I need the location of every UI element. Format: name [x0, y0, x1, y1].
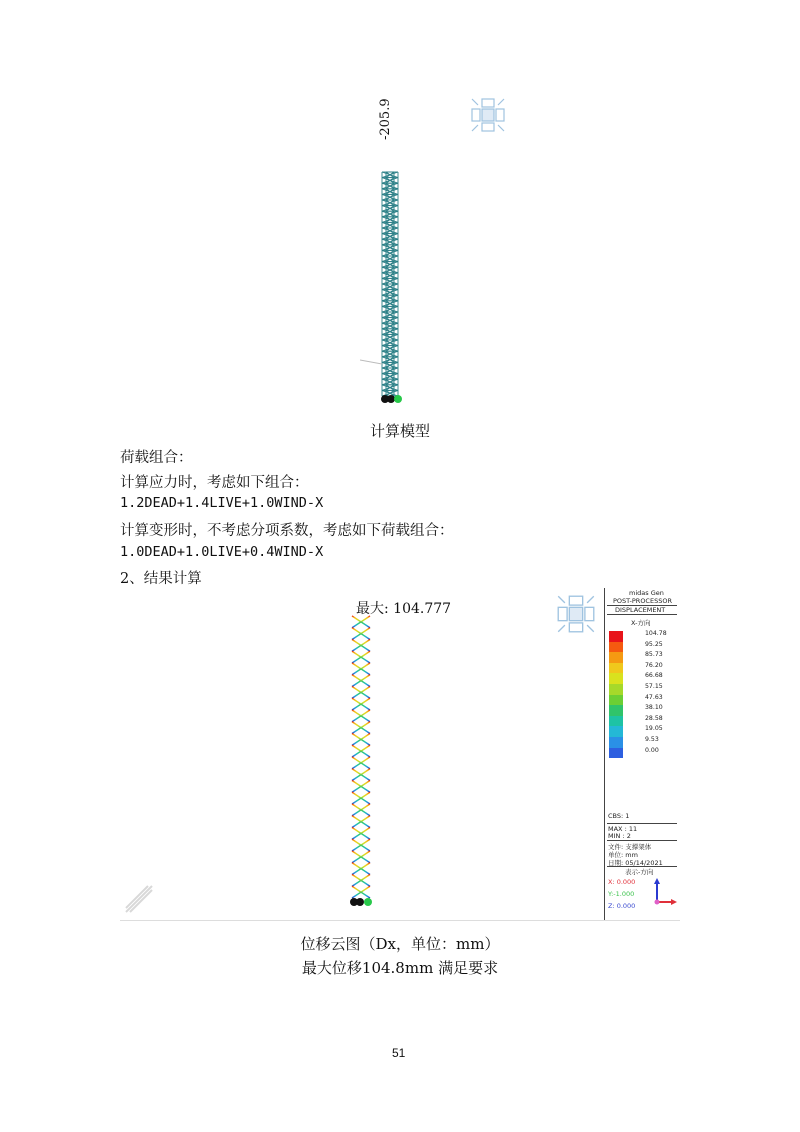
legend-x: X: 0.000	[608, 878, 636, 886]
page-number: 51	[392, 1046, 406, 1060]
stress-combination-formula: 1.2DEAD+1.4LIVE+1.0WIND-X	[120, 495, 324, 511]
legend-file: 文件: 支撑架体	[608, 843, 652, 851]
legend-swatch	[609, 684, 623, 695]
legend-direction: X-方向	[631, 619, 651, 627]
legend-swatch	[609, 663, 623, 674]
legend-value: 19.05	[645, 725, 663, 733]
figure2-caption-1: 位移云图（Dx，单位：mm）	[300, 935, 500, 953]
legend-y: Y:-1.000	[608, 890, 635, 898]
legend-view-direction: 表示-方向	[625, 868, 654, 876]
stress-combination-intro: 计算应力时，考虑如下组合：	[120, 475, 309, 491]
legend-swatch	[609, 652, 623, 663]
legend-swatch	[609, 726, 623, 737]
legend-swatch	[609, 748, 623, 759]
legend-scale	[605, 631, 679, 771]
legend-cbs: CBS: 1	[608, 812, 630, 820]
tower-contour	[346, 614, 376, 908]
legend-brand: midas Gen	[629, 589, 664, 597]
top-value-label: -205.9	[378, 98, 393, 140]
legend-swatch	[609, 631, 623, 642]
legend-max: MAX : 11	[608, 825, 638, 833]
legend-date: 日期: 05/14/2021	[608, 859, 663, 867]
legend-value: 28.58	[645, 714, 663, 722]
legend-value: 38.10	[645, 704, 663, 712]
view-cube-icon	[470, 97, 506, 133]
legend-swatch	[609, 642, 623, 653]
legend-z: Z: 0.000	[608, 902, 636, 910]
legend-swatch	[609, 737, 623, 748]
tower-wireframe	[360, 170, 420, 410]
legend-swatch	[609, 673, 623, 684]
figure1-caption: 计算模型	[369, 422, 430, 440]
view-cube-icon	[556, 594, 596, 634]
legend-value: 85.73	[645, 651, 663, 659]
legend-value: 104.78	[645, 630, 667, 637]
legend-swatch	[609, 695, 623, 706]
load-combination-heading: 荷载组合：	[120, 450, 193, 466]
results-section-heading: 2、结果计算	[120, 571, 202, 587]
legend-value: 57.15	[645, 683, 663, 690]
legend-min: MIN : 2	[608, 832, 631, 840]
figure2-caption-2: 最大位移104.8mm 满足要求	[301, 959, 499, 977]
deformation-combination-intro: 计算变形时，不考虑分项系数，考虑如下荷载组合：	[120, 523, 454, 539]
legend-unit: 单位: mm	[608, 851, 638, 859]
compass-watermark-icon	[124, 884, 154, 914]
legend-value: 47.63	[645, 693, 663, 701]
axis-triad-icon	[651, 878, 677, 908]
deformation-combination-formula: 1.0DEAD+1.0LIVE+0.4WIND-X	[120, 544, 324, 560]
legend-processor: POST-PROCESSOR	[613, 597, 672, 605]
legend-value: 9.53	[645, 736, 659, 743]
figure-displacement-contour	[120, 588, 680, 921]
legend-swatch	[609, 705, 623, 716]
legend-swatch	[609, 716, 623, 727]
legend-value: 76.20	[645, 661, 663, 669]
legend-value: 66.68	[645, 672, 663, 680]
figure-computation-model	[340, 95, 480, 415]
legend-value: 0.00	[645, 746, 659, 754]
legend-result-type: DISPLACEMENT	[615, 606, 666, 614]
max-value-label: 最大: 104.777	[356, 601, 452, 617]
legend-value: 95.25	[645, 640, 663, 648]
contour-legend	[604, 588, 679, 920]
